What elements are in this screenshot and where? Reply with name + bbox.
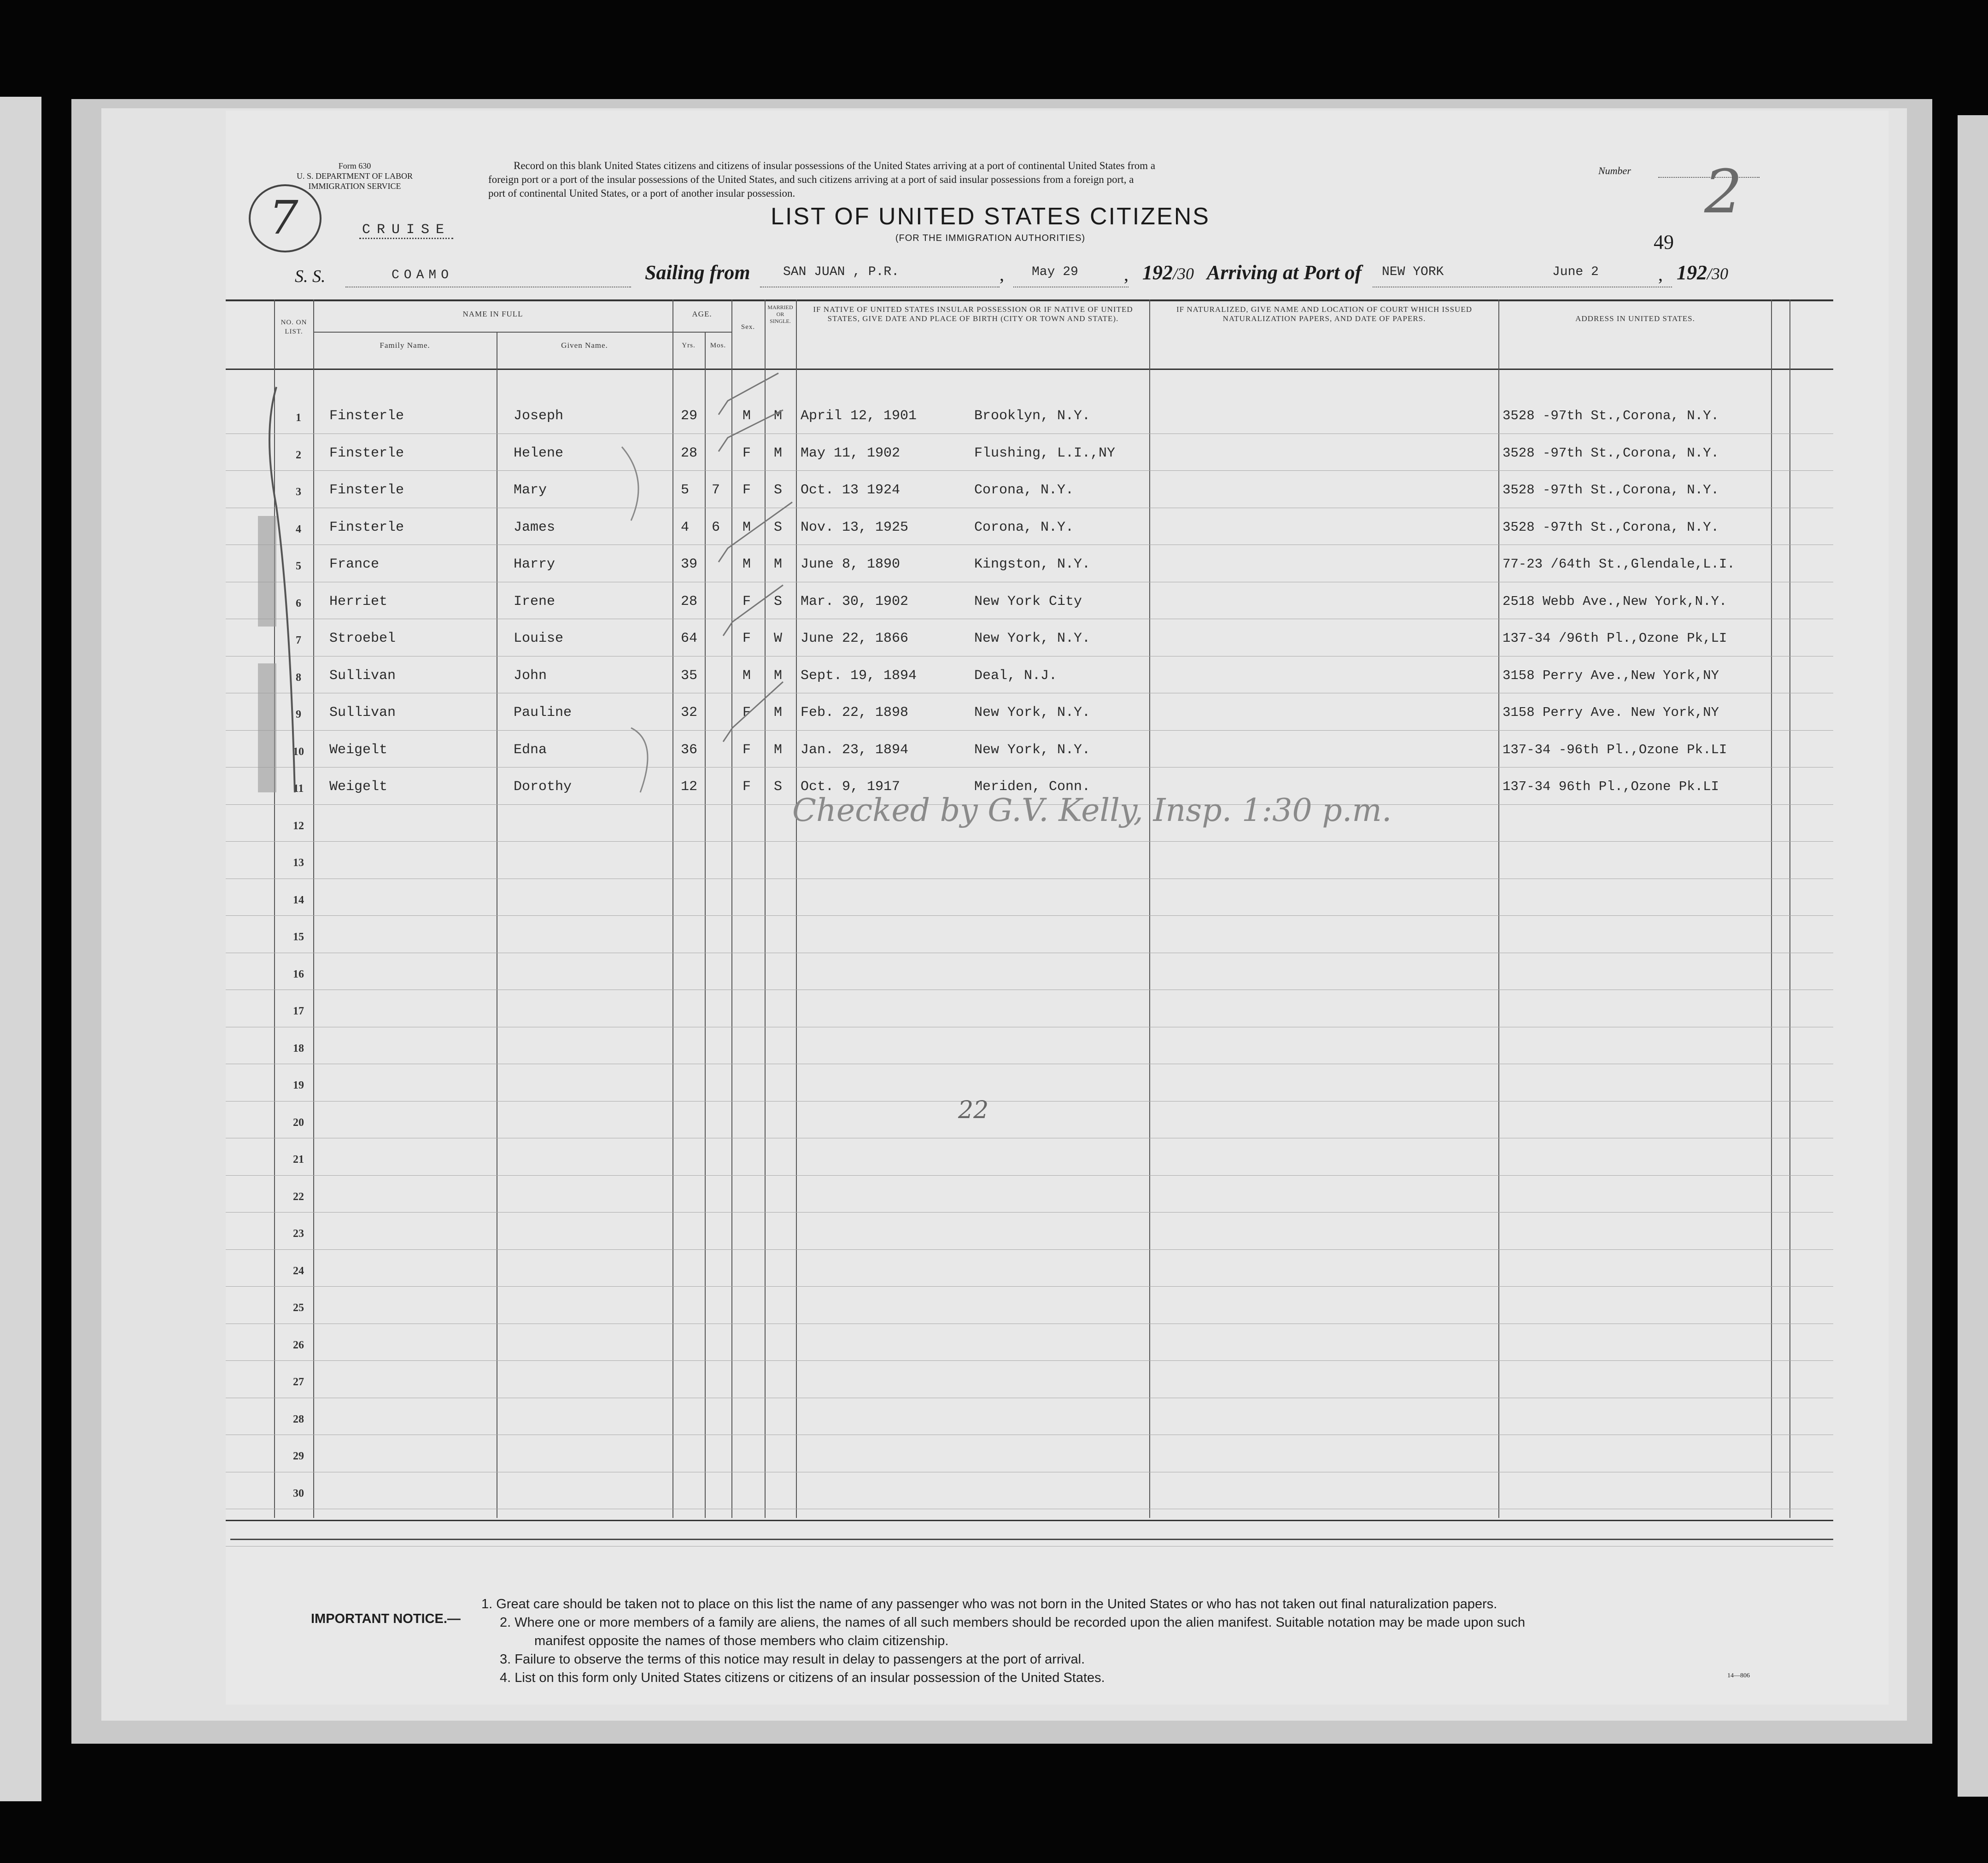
age-years: 28 <box>681 593 698 609</box>
col-header-sex: Sex. <box>741 323 755 331</box>
sex: F <box>743 593 751 609</box>
row-number: 20 <box>293 1116 304 1129</box>
check-mark <box>723 585 783 636</box>
form-title: LIST OF UNITED STATES CITIZENS <box>771 203 1210 230</box>
form-subtitle: (FOR THE IMMIGRATION AUTHORITIES) <box>895 233 1086 243</box>
row-rule <box>226 470 1833 471</box>
row-number: 7 <box>296 634 301 646</box>
col-header-name: NAME IN FULL <box>462 310 523 318</box>
row-number: 30 <box>293 1487 304 1500</box>
ship-name: COAMO <box>392 268 454 282</box>
col-header-given: Given Name. <box>561 341 608 350</box>
row-number: 26 <box>293 1339 304 1351</box>
column-divider <box>1498 299 1499 1518</box>
sex: F <box>743 779 751 795</box>
birth-place: Meriden, Conn. <box>974 779 1091 795</box>
year-suffix: /30 <box>1707 264 1729 283</box>
service-label: IMMIGRATION SERVICE <box>308 182 401 191</box>
arrival-port: NEW YORK <box>1382 265 1444 279</box>
birth-date: Nov. 13, 1925 <box>801 519 909 535</box>
marital-status: S <box>774 519 783 535</box>
notice-separator <box>230 1539 1833 1540</box>
handwritten-mark: 22 <box>958 1096 989 1124</box>
comma: , <box>1124 264 1128 285</box>
sex: M <box>743 557 751 572</box>
address: 77-23 /64th St.,Glendale,L.I. <box>1503 557 1735 572</box>
row-number: 11 <box>293 783 304 795</box>
birth-date: April 12, 1901 <box>801 408 917 424</box>
family-name: Finsterle <box>329 445 404 461</box>
birth-date: June 8, 1890 <box>801 557 900 572</box>
birth-place: Kingston, N.Y. <box>974 557 1091 572</box>
row-rule <box>226 730 1833 731</box>
family-name: Stroebel <box>329 631 396 646</box>
given-name: Harry <box>514 557 555 572</box>
cruise-stamp: CRUISE <box>359 222 453 239</box>
notice-item-3: 3. Failure to observe the terms of this notice may result in delay to passengers at the port of arrival. <box>500 1652 1085 1667</box>
circled-mark-text: 7 <box>269 191 298 245</box>
column-divider <box>1771 299 1772 1518</box>
birth-date: Feb. 22, 1898 <box>801 705 909 721</box>
margin-stamp <box>258 663 276 792</box>
marital-status: W <box>774 631 783 646</box>
age-years: 32 <box>681 705 698 721</box>
row-number: 22 <box>293 1190 304 1203</box>
bracket-mark <box>622 447 638 521</box>
given-name: Mary <box>514 482 547 498</box>
row-rule <box>226 1175 1833 1176</box>
address: 137-34 -96th Pl.,Ozone Pk.LI <box>1503 742 1727 757</box>
age-header-rule <box>672 332 731 333</box>
circled-mark <box>249 184 322 252</box>
arrival-year <box>1677 261 1728 284</box>
comma: , <box>1658 264 1663 285</box>
sex: F <box>743 482 751 498</box>
family-name: Finsterle <box>329 482 404 498</box>
row-number: 15 <box>293 931 304 943</box>
family-name: Herriet <box>329 593 388 609</box>
page-number: 49 <box>1654 231 1674 253</box>
birth-place: Corona, N.Y. <box>974 519 1074 535</box>
sex: F <box>743 445 751 461</box>
row-number: 19 <box>293 1079 304 1091</box>
given-name: James <box>514 519 555 535</box>
row-number: 4 <box>296 523 301 535</box>
row-number: 2 <box>296 449 301 461</box>
sailing-date: May 29 <box>1032 265 1078 279</box>
given-name: John <box>514 668 547 684</box>
birth-place: New York City <box>974 593 1082 609</box>
row-number: 28 <box>293 1413 304 1425</box>
sailing-port: SAN JUAN , P.R. <box>783 265 900 279</box>
adjacent-page-left <box>0 97 41 1801</box>
instructions-line: foreign port or a port of the insular possessions of the United States, and such citizens arriving at a port of said insular possessions from a foreign port, a <box>488 174 1134 185</box>
year-prefix: 192 <box>1142 261 1173 284</box>
row-rule <box>226 915 1833 916</box>
address: 3528 -97th St.,Corona, N.Y. <box>1503 519 1719 535</box>
marital-status: M <box>774 705 783 721</box>
notice-item-1: 1. Great care should be taken not to place on this list the name of any passenger who was not born in the United States or who has not taken out final naturalization papers. <box>481 1597 1497 1611</box>
col-header-address: ADDRESS IN UNITED STATES. <box>1575 314 1695 323</box>
birth-place: New York, N.Y. <box>974 742 1091 758</box>
age-years: 4 <box>681 519 690 535</box>
age-years: 5 <box>681 482 690 498</box>
row-number: 6 <box>296 597 301 609</box>
row-number: 9 <box>296 709 301 721</box>
address: 3158 Perry Ave. New York,NY <box>1503 705 1719 720</box>
left-margin-stamp <box>249 378 332 806</box>
marital-status: M <box>774 742 783 758</box>
address: 137-34 96th Pl.,Ozone Pk.LI <box>1503 779 1719 794</box>
given-name: Irene <box>514 593 555 609</box>
age-years: 39 <box>681 557 698 572</box>
family-name: Finsterle <box>329 408 404 424</box>
row-number: 8 <box>296 671 301 684</box>
col-header-yrs: Yrs. <box>682 342 696 349</box>
marital-status: M <box>774 445 783 461</box>
form-number: Form 630 <box>338 161 371 170</box>
sailing-year <box>1142 261 1194 284</box>
address: 3528 -97th St.,Corona, N.Y. <box>1503 408 1719 423</box>
sailing-label: Sailing from <box>645 261 750 284</box>
birth-date: June 22, 1866 <box>801 631 909 646</box>
row-rule <box>226 841 1833 842</box>
row-number: 24 <box>293 1265 304 1277</box>
check-mark <box>719 502 792 562</box>
row-number: 1 <box>296 412 301 424</box>
sex: M <box>743 519 751 535</box>
col-header-no: NO. ON LIST. <box>281 319 307 335</box>
birth-date: May 11, 1902 <box>801 445 900 461</box>
notice-heading: IMPORTANT NOTICE.— <box>311 1611 461 1626</box>
birth-place: Corona, N.Y. <box>974 482 1074 498</box>
age-years: 64 <box>681 631 698 646</box>
arrival-date: June 2 <box>1552 265 1599 279</box>
col-header-naturalized: IF NATURALIZED, GIVE NAME AND LOCATION OF COURT WHICH ISSUED NATURALIZATION PAPERS, AND DATE OF PAPERS. <box>1176 305 1472 323</box>
row-number: 21 <box>293 1154 304 1166</box>
instructions-line: Record on this blank United States citizens and citizens of insular possessions of the United States arriving at a port of continental United States from a <box>514 160 1156 171</box>
row-number: 23 <box>293 1228 304 1240</box>
marital-status: M <box>774 408 783 424</box>
age-years: 35 <box>681 668 698 684</box>
given-name: Helene <box>514 445 564 461</box>
bracket-marks <box>613 442 686 802</box>
check-mark <box>723 682 783 742</box>
column-divider <box>1149 299 1150 1518</box>
check-mark <box>719 410 783 451</box>
col-header-birth: IF NATIVE OF UNITED STATES INSULAR POSSESSION OR IF NATIVE OF UNITED STATES, GIVE DATE AND PLACE OF BIRTH (CITY OR TOWN AND STATE). <box>813 305 1133 323</box>
age-months: 6 <box>712 519 720 535</box>
age-months: 7 <box>712 482 720 498</box>
check-mark <box>719 373 778 415</box>
birth-place: New York, N.Y. <box>974 705 1091 721</box>
birth-date: Oct. 13 1924 <box>801 482 900 498</box>
birth-place: Flushing, L.I.,NY <box>974 445 1116 461</box>
number-value: 2 <box>1704 157 1742 227</box>
comma: , <box>1000 264 1004 285</box>
address: 2518 Webb Ave.,New York,N.Y. <box>1503 593 1727 609</box>
adjacent-page-right <box>1958 115 1988 1797</box>
age-years: 29 <box>681 408 698 424</box>
family-name: France <box>329 557 380 572</box>
birth-date: Oct. 9, 1917 <box>801 779 900 795</box>
address: 137-34 /96th Pl.,Ozone Pk,LI <box>1503 631 1727 646</box>
age-years: 12 <box>681 779 698 795</box>
row-number: 5 <box>296 560 301 572</box>
row-number: 29 <box>293 1450 304 1462</box>
marital-status: S <box>774 593 783 609</box>
age-years: 28 <box>681 445 698 461</box>
family-name: Finsterle <box>329 519 404 535</box>
row-number: 17 <box>293 1005 304 1017</box>
family-name: Sullivan <box>329 705 396 721</box>
row-rule <box>226 1360 1833 1361</box>
col-header-married: MARRIED OR SINGLE. <box>767 304 793 324</box>
sex: F <box>743 742 751 758</box>
birth-place: Brooklyn, N.Y. <box>974 408 1091 424</box>
instructions <box>488 159 1548 200</box>
name-header-rule <box>313 332 672 333</box>
sex: F <box>743 631 751 646</box>
col-header-family: Family Name. <box>380 341 430 350</box>
birth-date: Jan. 23, 1894 <box>801 742 909 758</box>
row-rule <box>226 1546 1833 1547</box>
year-suffix: /30 <box>1173 264 1194 283</box>
row-number: 3 <box>296 486 301 498</box>
row-number: 13 <box>293 857 304 869</box>
margin-stamp <box>258 516 276 627</box>
row-number: 27 <box>293 1376 304 1388</box>
age-years: 36 <box>681 742 698 758</box>
address: 3528 -97th St.,Corona, N.Y. <box>1503 482 1719 498</box>
column-divider <box>1789 299 1790 1518</box>
ss-label: S. S. <box>295 267 326 286</box>
check-marks <box>700 364 820 779</box>
marital-status: S <box>774 482 783 498</box>
instructions-line: port of continental United States, or a port of another insular possession. <box>488 187 795 199</box>
notice-item-2: 2. Where one or more members of a family are aliens, the names of all such members should be recorded upon the alien manifest. Suitable notation may be made upon such <box>500 1615 1526 1630</box>
row-number: 18 <box>293 1042 304 1055</box>
col-header-mos: Mos. <box>710 342 726 349</box>
print-code: 14—806 <box>1727 1672 1750 1679</box>
bracket-mark <box>631 728 648 792</box>
given-name: Pauline <box>514 705 572 721</box>
marital-status: M <box>774 557 783 572</box>
col-header-age: AGE. <box>692 310 712 318</box>
birth-place: New York, N.Y. <box>974 631 1091 646</box>
marital-status: S <box>774 779 783 795</box>
arriving-label: Arriving at Port of <box>1207 261 1362 284</box>
birth-place: Deal, N.J. <box>974 668 1058 684</box>
row-number: 14 <box>293 894 304 906</box>
birth-date: Sept. 19, 1894 <box>801 668 917 684</box>
given-name: Joseph <box>514 408 564 424</box>
row-rule <box>226 1212 1833 1213</box>
address: 3528 -97th St.,Corona, N.Y. <box>1503 445 1719 461</box>
birth-date: Mar. 30, 1902 <box>801 593 909 609</box>
notice-item-4: 4. List on this form only United States citizens or citizens of an insular possession of the United States. <box>500 1670 1105 1685</box>
family-name: Weigelt <box>329 742 388 758</box>
notice-item-2-cont: manifest opposite the names of those members who claim citizenship. <box>534 1634 949 1648</box>
given-name: Dorothy <box>514 779 572 795</box>
header-bottom-rule <box>226 369 1833 370</box>
sex: M <box>743 668 751 684</box>
sex: M <box>743 408 751 424</box>
number-label: Number <box>1598 165 1631 176</box>
year-prefix: 192 <box>1677 261 1707 284</box>
family-name: Sullivan <box>329 668 396 684</box>
handwritten-inspection-note: Checked by G.V. Kelly, Insp. 1:30 p.m. <box>792 792 1392 829</box>
address: 3158 Perry Ave.,New York,NY <box>1503 668 1719 683</box>
row-rule <box>226 1286 1833 1287</box>
given-name: Louise <box>514 631 564 646</box>
row-number: 25 <box>293 1302 304 1314</box>
given-name: Edna <box>514 742 547 758</box>
department-label: U. S. DEPARTMENT OF LABOR <box>297 171 413 181</box>
marital-status: M <box>774 668 783 684</box>
row-number: 10 <box>293 745 304 758</box>
row-rule <box>226 1249 1833 1250</box>
row-number: 16 <box>293 968 304 980</box>
sex: F <box>743 705 751 721</box>
family-name: Weigelt <box>329 779 388 795</box>
row-number: 12 <box>293 820 304 832</box>
